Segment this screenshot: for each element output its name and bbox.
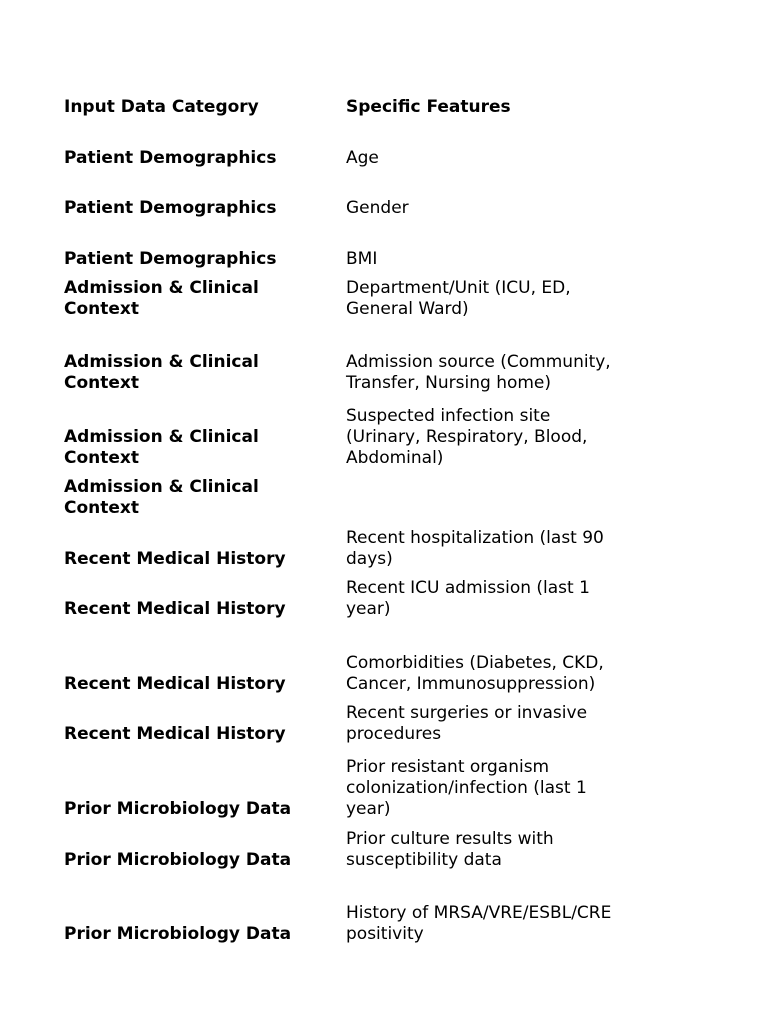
row-category: Admission & Clinical Context xyxy=(64,477,259,518)
header-input-data-category: Input Data Category xyxy=(64,97,259,117)
row-features: Prior culture results with susceptibility data xyxy=(346,829,554,870)
row-category: Recent Medical History xyxy=(64,674,286,694)
row-category: Prior Microbiology Data xyxy=(64,799,292,819)
row-category: Admission & Clinical Context xyxy=(64,278,259,319)
row-features: Recent hospitalization (last 90 days) xyxy=(346,528,604,569)
row-category: Patient Demographics xyxy=(64,249,277,269)
header-specific-features: Specific Features xyxy=(346,97,511,117)
row-category: Patient Demographics xyxy=(64,198,277,218)
row-features: Comorbidities (Diabetes, CKD, Cancer, Immunosuppression) xyxy=(346,653,604,694)
row-features: Suspected infection site (Urinary, Respiratory, Blood, Abdominal) xyxy=(346,406,588,468)
row-category: Prior Microbiology Data xyxy=(64,924,292,944)
row-features: Recent surgeries or invasive procedures xyxy=(346,703,588,744)
row-category: Admission & Clinical Context xyxy=(64,352,259,393)
row-category: Recent Medical History xyxy=(64,549,286,569)
row-category: Admission & Clinical Context xyxy=(64,427,259,468)
row-features: BMI xyxy=(346,249,378,269)
row-category: Patient Demographics xyxy=(64,148,277,168)
row-features: Prior resistant organism colonization/infection (last 1 year) xyxy=(346,757,587,819)
row-category: Prior Microbiology Data xyxy=(64,850,292,870)
row-category: Recent Medical History xyxy=(64,724,286,744)
row-features: Age xyxy=(346,148,379,168)
row-features: Recent ICU admission (last 1 year) xyxy=(346,578,590,619)
row-features: Gender xyxy=(346,198,409,218)
row-category: Recent Medical History xyxy=(64,599,286,619)
row-features: Admission source (Community, Transfer, Nursing home) xyxy=(346,352,611,393)
row-features: Department/Unit (ICU, ED, General Ward) xyxy=(346,278,571,319)
row-features: History of MRSA/VRE/ESBL/CRE positivity xyxy=(346,903,612,944)
